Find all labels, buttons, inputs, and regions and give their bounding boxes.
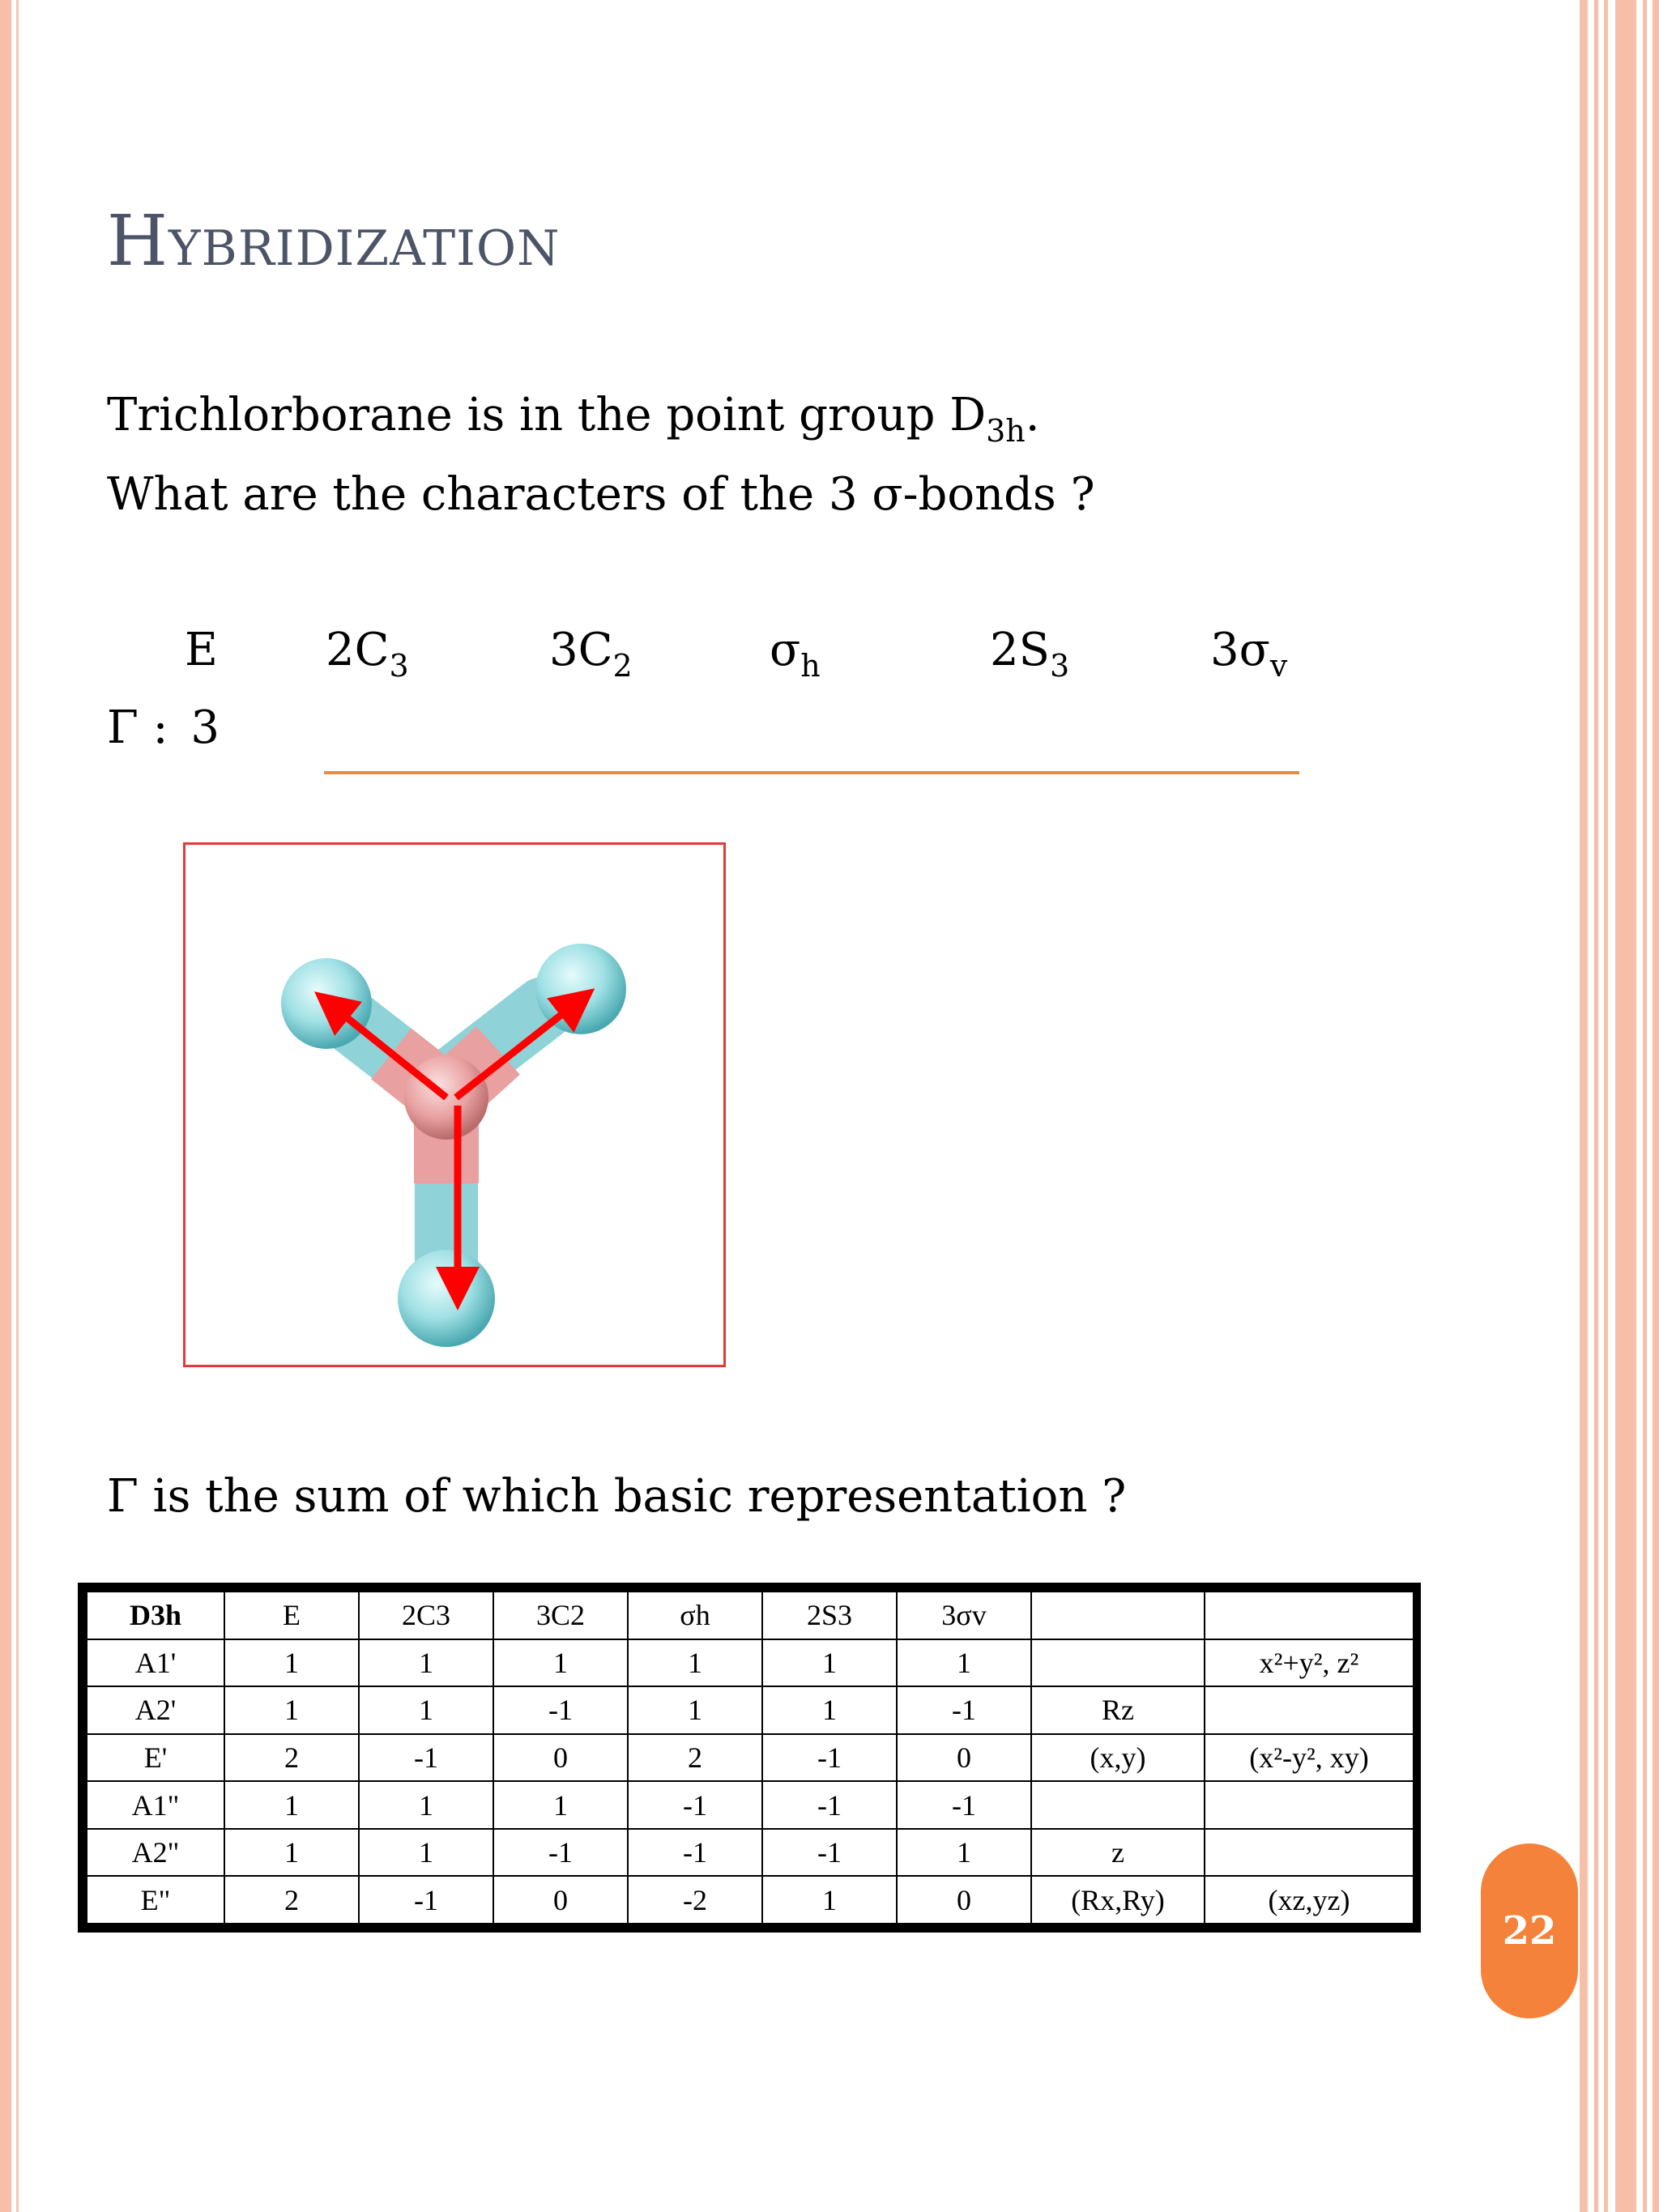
op-sub: v <box>1269 648 1288 684</box>
table-cell: 1 <box>224 1829 359 1877</box>
table-cell: x²+y², z² <box>1205 1639 1414 1687</box>
op-sigma-h <box>770 624 821 684</box>
table-cell: 0 <box>897 1734 1031 1782</box>
op-2S3 <box>990 624 1069 684</box>
table-cell: 1 <box>359 1639 493 1687</box>
bcl3-molecule-image <box>183 842 726 1367</box>
op-main: E <box>185 624 218 676</box>
op-main: 3C <box>549 624 613 676</box>
table-cell <box>1205 1686 1414 1734</box>
table-cell: 1 <box>628 1639 762 1687</box>
table-cell: -1 <box>762 1734 897 1782</box>
table-cell: -1 <box>359 1734 493 1782</box>
op-main: 3σ <box>1210 624 1270 676</box>
table-cell: A1" <box>87 1781 224 1829</box>
page-number-badge: 22 <box>1481 1843 1578 2018</box>
table-cell: E' <box>87 1734 224 1782</box>
table-cell: -1 <box>628 1781 762 1829</box>
table-cell: E <box>224 1592 359 1639</box>
gamma-value-E: 3 <box>190 701 220 754</box>
table-cell: D3h <box>87 1592 224 1639</box>
table-cell: 1 <box>224 1686 359 1734</box>
table-cell: z <box>1031 1829 1205 1877</box>
table-header-row <box>87 1592 1414 1639</box>
left-border-decoration <box>0 0 11 2212</box>
statement-period: . <box>1025 389 1040 441</box>
table-cell: -1 <box>897 1781 1031 1829</box>
table-cell: -1 <box>628 1829 762 1877</box>
d3h-character-table <box>78 1583 1421 1933</box>
table-cell: -1 <box>493 1829 628 1877</box>
table-cell: 0 <box>897 1876 1031 1924</box>
table-cell: -1 <box>762 1829 897 1877</box>
table-cell: 0 <box>493 1876 628 1924</box>
table-cell: 1 <box>493 1639 628 1687</box>
table-cell: 1 <box>224 1781 359 1829</box>
table-row <box>87 1829 1414 1877</box>
op-E <box>185 624 218 684</box>
table-cell: A2' <box>87 1686 224 1734</box>
table-cell: A2" <box>87 1829 224 1877</box>
op-sub: h <box>800 648 821 684</box>
table-cell <box>1205 1592 1414 1639</box>
table-cell: (xz,yz) <box>1205 1876 1414 1924</box>
table-cell <box>1205 1829 1414 1877</box>
op-3sigma-v <box>1210 624 1287 684</box>
table-cell <box>1031 1781 1205 1829</box>
table-cell: 1 <box>762 1639 897 1687</box>
point-group-statement <box>107 389 1040 449</box>
op-sub: 3 <box>1050 648 1070 684</box>
table-cell: 2S3 <box>762 1592 897 1639</box>
op-main: 2S <box>990 624 1050 676</box>
table-row <box>87 1734 1414 1782</box>
table-cell: A1' <box>87 1639 224 1687</box>
table-cell: 1 <box>762 1876 897 1924</box>
table-cell: -1 <box>493 1686 628 1734</box>
chlorine-atom-left <box>281 958 372 1049</box>
op-2C3 <box>326 624 409 684</box>
op-3C2 <box>549 624 633 684</box>
table-cell: 1 <box>359 1686 493 1734</box>
table-cell: 2 <box>224 1876 359 1924</box>
op-sub: 2 <box>612 648 633 684</box>
table-row <box>87 1781 1414 1829</box>
table-cell: -1 <box>897 1686 1031 1734</box>
table-cell: -1 <box>762 1781 897 1829</box>
table-cell: 1 <box>897 1639 1031 1687</box>
table-cell: 3C2 <box>493 1592 628 1639</box>
table-cell: 2C3 <box>359 1592 493 1639</box>
table-row <box>87 1639 1414 1687</box>
table-cell: 2 <box>628 1734 762 1782</box>
table-cell: (x²-y², xy) <box>1205 1734 1414 1782</box>
table-cell: (x,y) <box>1031 1734 1205 1782</box>
table-row <box>87 1686 1414 1734</box>
table-cell: -1 <box>359 1876 493 1924</box>
answer-underline <box>324 771 1299 774</box>
character-table-grid <box>86 1591 1414 1924</box>
table-cell: 1 <box>359 1829 493 1877</box>
table-cell: 1 <box>493 1781 628 1829</box>
table-cell: σh <box>628 1592 762 1639</box>
table-cell: E" <box>87 1876 224 1924</box>
molecule-svg <box>186 845 723 1365</box>
table-cell: 1 <box>359 1781 493 1829</box>
sigma-bond-question: What are the characters of the 3 σ-bonds ? <box>107 468 1095 521</box>
op-sub: 3 <box>389 648 409 684</box>
table-row <box>87 1876 1414 1924</box>
table-cell: 1 <box>897 1829 1031 1877</box>
table-cell: 2 <box>224 1734 359 1782</box>
table-cell: 0 <box>493 1734 628 1782</box>
table-cell: (Rx,Ry) <box>1031 1876 1205 1924</box>
op-main: 2C <box>326 624 390 676</box>
table-cell: 1 <box>628 1686 762 1734</box>
point-group-subscript: 3h <box>986 413 1026 449</box>
gamma-row <box>107 701 220 754</box>
table-cell <box>1205 1781 1414 1829</box>
representation-question: Γ is the sum of which basic representation ? <box>107 1470 1127 1523</box>
slide-title: Hybridization <box>107 201 561 282</box>
table-cell: Rz <box>1031 1686 1205 1734</box>
table-cell: 3σv <box>897 1592 1031 1639</box>
statement-text: Trichlorborane is in the point group D <box>107 389 987 441</box>
table-cell: -2 <box>628 1876 762 1924</box>
gamma-label: Γ : <box>107 701 168 754</box>
table-cell <box>1031 1639 1205 1687</box>
table-cell: 1 <box>224 1639 359 1687</box>
chlorine-atom-bottom <box>398 1250 495 1347</box>
op-main: σ <box>770 624 801 676</box>
right-border-decoration <box>1580 0 1659 2212</box>
table-cell: 1 <box>762 1686 897 1734</box>
table-cell <box>1031 1592 1205 1639</box>
